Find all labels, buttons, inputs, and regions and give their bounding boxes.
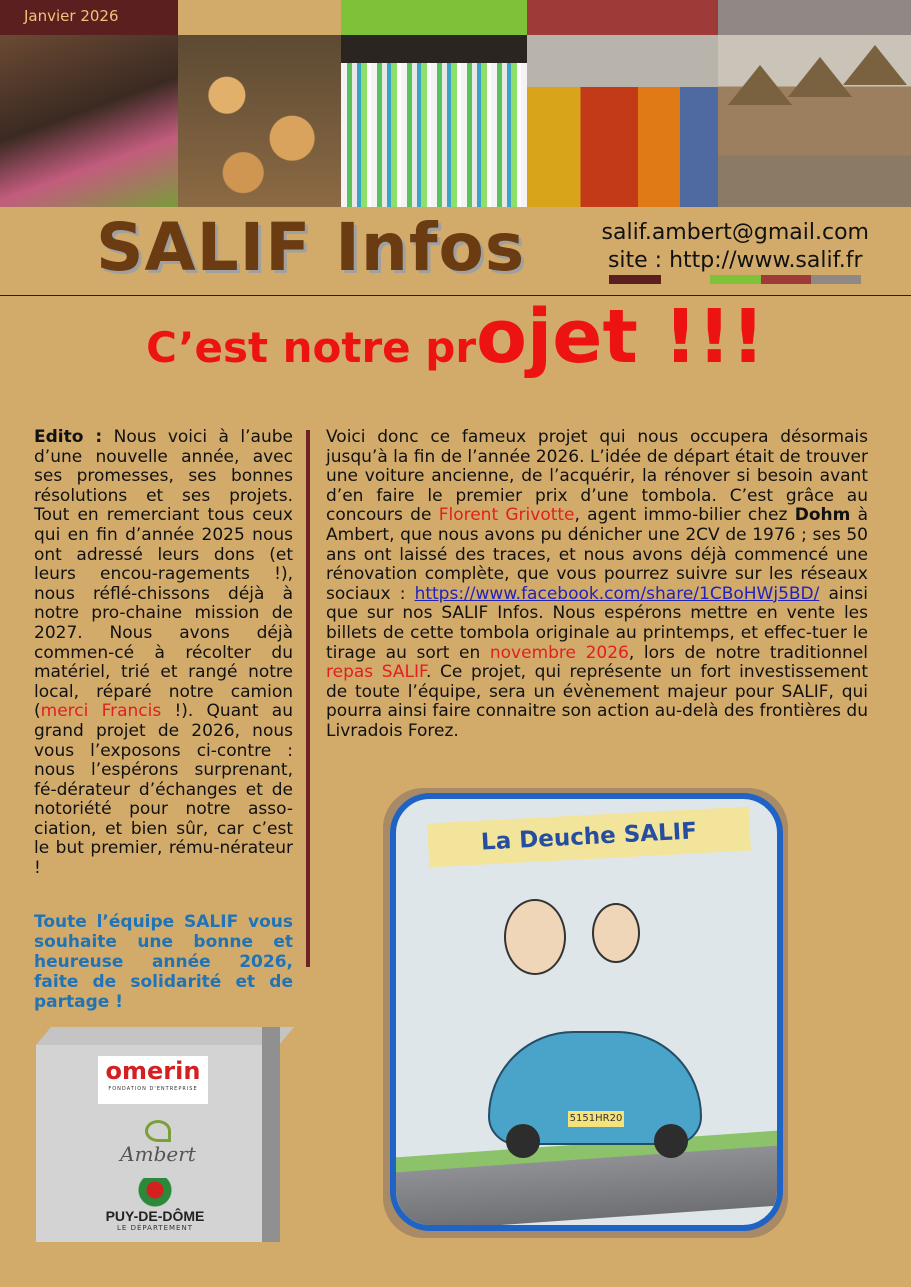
cartoon-nun [592,903,640,963]
article-body-6: . Ce projet, qui représente un fort investissement de toute l’équipe, sera un évènement majeur pour SALIF, qui pourra ainsi faire connaitre son action au-delà des frontières du Livradois Forez. [326,662,869,741]
sponsor-box-top [36,1027,294,1045]
mast-bar [811,275,861,284]
edito-text [34,428,293,879]
pdd-subtitle: LE DÉPARTEMENT [117,1224,193,1232]
article-text [326,428,868,742]
contact-site[interactable]: site : http://www.salif.fr [607,248,863,273]
car-wheel [654,1124,688,1158]
hut-roof [728,65,792,105]
article-body-2: , agent immo-bilier chez [574,505,795,526]
photo-huts [718,35,911,207]
headline-part1: C’est notre pr [146,323,477,372]
pdd-name: PUY-DE-DÔME [105,1208,205,1224]
mast-bar [761,275,811,284]
newsletter-title: SALIF Infos [96,209,526,286]
cartoon-banner: La Deuche SALIF [427,807,751,868]
car-plate: 5151HR20 [568,1111,624,1127]
cartoon-driver [504,899,566,975]
puy-de-dome-logo [100,1178,210,1232]
ambert-leaf-icon [145,1120,171,1142]
article-body-3: à Ambert, que nous avons pu dénicher une 2CV de 1976 ; ses 50 ans ont laissé des traces, et nous avons déjà commencé une rénovation complète, que vous pourrez suivre sur les réseaux sociaux : [326,505,868,604]
photo-textiles [341,35,527,207]
masthead [0,207,911,296]
date-tab [0,0,178,36]
ambert-logo [108,1120,208,1166]
contact-email[interactable]: salif.ambert@gmail.com [601,220,869,245]
facebook-link[interactable]: https://www.facebook.com/share/1CBoHWj5BD/ [414,583,820,604]
puy-de-dome-emblem-icon [138,1178,172,1208]
omerin-logo [98,1056,208,1104]
edito-label: Edito : [34,427,103,447]
photo-calabashes [178,35,341,207]
article-agency: Dohm [794,505,851,526]
issue-date: Janvier 2026 [24,7,119,25]
headline-part2: ojet !!! [476,294,765,380]
article-body-5: , lors de notre traditionnel [628,642,869,663]
new-year-wish: Toute l’équipe SALIF vous souhaite une bonne et heureuse année 2026, faite de solidarité et de partage ! [34,912,293,1012]
article-event: repas SALIF [326,662,427,683]
headline [0,294,911,380]
edito-body-2: !). Quant au grand projet de 2026, nous vous l’exposons ci-contre : nous l’espérons surprenant, fé-dérateur d’échanges et de notoriété pour notre asso-ciation, et bien sûr, car c’est le but premier, rému-nérateur ! [34,701,293,879]
article-body-1: Voici donc ce fameux projet qui nous occupera désormais jusqu’à la fin de l’année 2026. L’idée de départ était de trouver une voiture ancienne, de l’acquérir, la rénover si besoin avant d’en faire le premier prix d’une tombola. C’est grâce au concours de [326,427,868,526]
strip-red [527,0,718,35]
article-person: Florent Grivotte [438,505,575,526]
ambert-name: Ambert [120,1142,196,1166]
cartoon-illustration [390,793,783,1231]
hut-roof [843,45,907,85]
mast-bar [710,275,761,284]
article-draw-date: novembre 2026 [489,642,629,663]
edito-thanks: merci Francis [40,701,162,722]
contact-block [602,219,869,275]
article-body-4: ainsi que sur nos SALIF Infos. Nous espérons mettre en vente les billets de cette tombola originale au printemps, et effec-tuer le tirage au sort en [326,583,868,663]
car-wheel [506,1124,540,1158]
edito-body-1: Nous voici à l’aube d’une nouvelle année, avec ses promesses, ses bonnes résolutions et ses projets. Tout en remerciant tous ceux qui en fin d’année 2025 nous ont adressé leurs dons (et leurs encou-ragements !), nous réflé-chissons déjà à notre pro-chaine mission de 2027. Nous avons déjà commen-cé à récolter du matériel, trié et rangé notre local, réparé notre camion ( [34,427,293,722]
omerin-subtitle: FONDATION D'ENTREPRISE [108,1086,198,1092]
photo-banner [0,35,911,207]
strip-tan [178,0,341,35]
photo-children [0,35,178,207]
mast-bar [609,275,661,284]
strip-green [341,0,527,35]
sponsor-box-side [262,1027,280,1242]
strip-grey [718,0,911,35]
photo-women [527,35,718,207]
omerin-name: omerin [105,1057,201,1085]
column-divider [306,430,310,967]
